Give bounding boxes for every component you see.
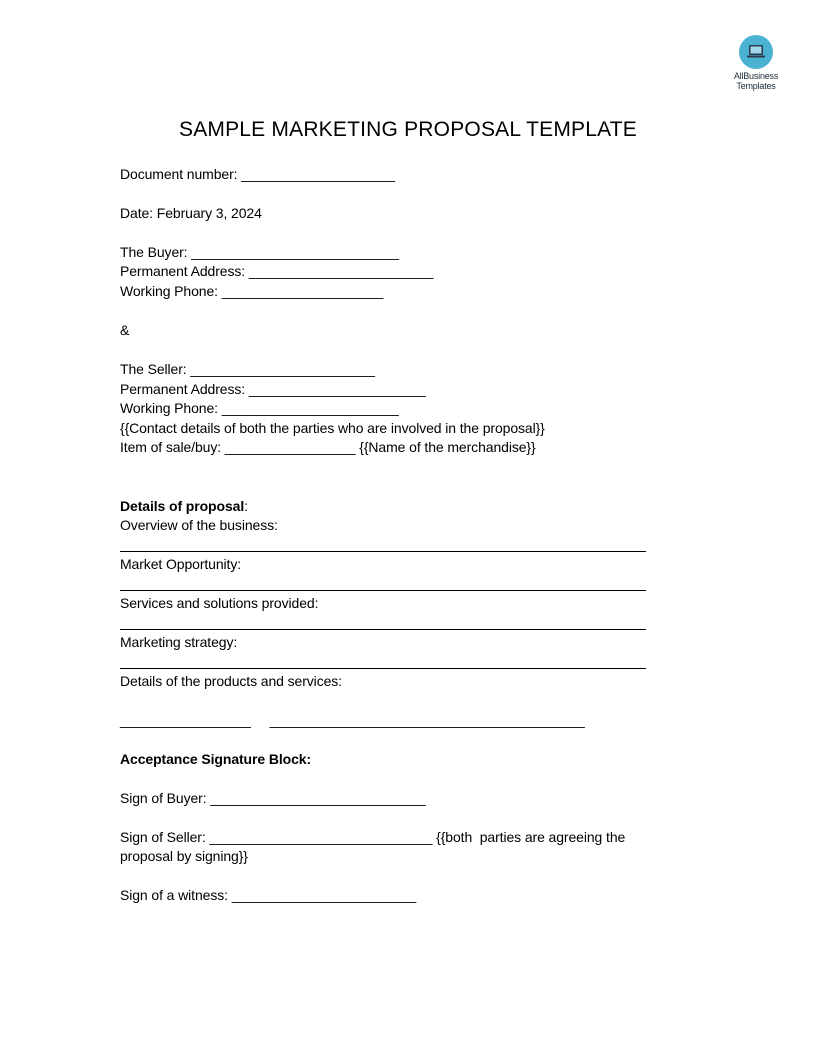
buyer-address-line: Permanent Address: ________________________	[120, 263, 434, 279]
overview-blank-line	[120, 551, 646, 552]
seller-address-line: Permanent Address: _______________________	[120, 381, 426, 397]
ampersand: &	[120, 322, 130, 338]
services-label: Services and solutions provided:	[120, 595, 319, 611]
market-opportunity-label: Market Opportunity:	[120, 556, 242, 572]
logo-line-2: Templates	[736, 81, 776, 91]
marketing-strategy-label: Marketing strategy:	[120, 634, 238, 650]
sign-of-seller-line: Sign of Seller: _____________________________ {{both parties are agreeing the	[120, 829, 626, 845]
market-blank-line	[120, 590, 646, 591]
date-line: Date: February 3, 2024	[120, 205, 262, 221]
products-blank-row: _________________ _________________________________________	[120, 712, 585, 728]
seller-phone-line: Working Phone: _______________________	[120, 400, 399, 416]
services-blank-line	[120, 629, 646, 630]
page-title: SAMPLE MARKETING PROPOSAL TEMPLATE	[178, 118, 638, 141]
overview-label: Overview of the business:	[120, 517, 278, 533]
document-number-line: Document number: ____________________	[120, 166, 395, 182]
details-heading-text: Details of proposal	[120, 498, 245, 514]
sign-of-seller-note: proposal by signing}}	[120, 848, 248, 864]
logo	[724, 35, 788, 91]
seller-name-line: The Seller: ________________________	[120, 361, 375, 377]
contact-details-note: {{Contact details of both the parties who are involved in the proposal}}	[120, 420, 545, 436]
sign-of-buyer-line: Sign of Buyer: ____________________________	[120, 790, 426, 806]
details-heading-colon: :	[244, 498, 248, 514]
buyer-name-line: The Buyer: ___________________________	[120, 244, 399, 260]
signature-heading: Acceptance Signature Block:	[120, 751, 312, 767]
strategy-blank-line	[120, 668, 646, 669]
buyer-phone-line: Working Phone: _____________________	[120, 283, 384, 299]
logo-text	[724, 71, 788, 91]
sign-of-witness-line: Sign of a witness: ________________________	[120, 887, 417, 903]
laptop-icon	[739, 35, 773, 69]
details-heading	[120, 497, 248, 515]
products-services-label: Details of the products and services:	[120, 673, 342, 689]
logo-line-1: AllBusiness	[733, 71, 779, 81]
item-of-sale-line: Item of sale/buy: _________________ {{Name of the merchandise}}	[120, 439, 536, 455]
